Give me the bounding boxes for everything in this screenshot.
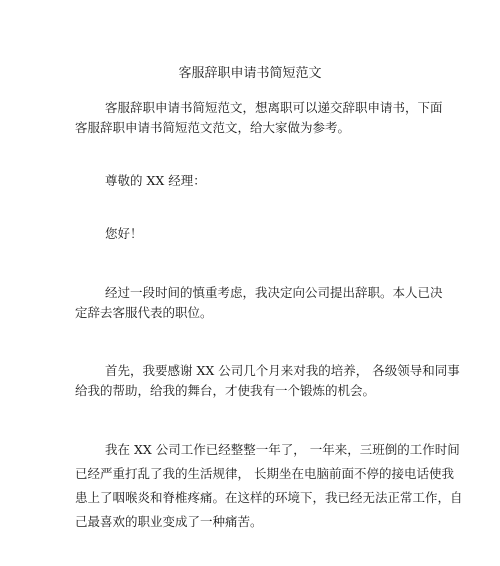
paragraph-3-line-3: 患上了咽喉炎和脊椎疼痛。在这样的环境下，我已经无法正常工作，自	[75, 490, 463, 505]
paragraph-2-line-1: 首先，我要感谢 XX 公司几个月来对我的培养， 各级领导和同事	[105, 363, 460, 378]
document-title: 客服辞职申请书简短范文	[178, 66, 322, 81]
paragraph-3-line-2: 已经严重打乱了我的生活规律， 长期坐在电脑前面不停的接电话使我	[75, 466, 454, 481]
greeting: 您好！	[105, 226, 143, 241]
intro-line-1: 客服辞职申请书简短范文，想离职可以递交辞职申请书，下面	[105, 100, 443, 115]
paragraph-1-line-1: 经过一段时间的慎重考虑，我决定向公司提出辞职。本人已决	[105, 285, 443, 300]
intro-line-2: 客服辞职申请书简短范文范文，给大家做为参考。	[75, 120, 351, 135]
paragraph-3-line-4: 己最喜欢的职业变成了一种痛苦。	[75, 514, 263, 529]
paragraph-1-line-2: 定辞去客服代表的职位。	[75, 305, 213, 320]
salutation: 尊敬的 XX 经理：	[105, 173, 206, 188]
paragraph-2-line-2: 给我的帮助，给我的舞台，才使我有一个锻炼的机会。	[75, 383, 376, 398]
paragraph-3-line-1: 我在 XX 公司工作已经整整一年了， 一年来，三班倒的工作时间	[105, 442, 460, 457]
